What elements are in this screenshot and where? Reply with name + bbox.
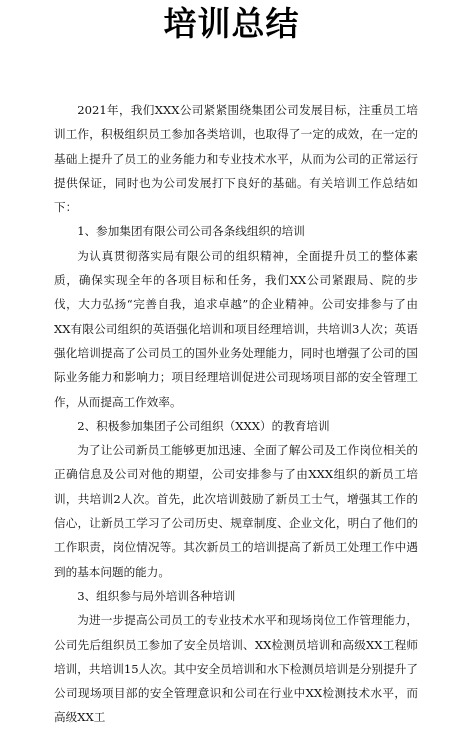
document-body — [54, 98, 418, 730]
document-title: 培训总结 — [163, 4, 300, 43]
section-heading-1: 1、参加集团有限公司公司各条线组织的培训 — [77, 224, 305, 239]
intro-paragraph: 2021年，我们XXX公司紧紧围绕集团公司发展目标，注重员工培训工作，积极组织员工参加各类培训，也取得了一定的成效，在一定的基础上提升了员工的业务能力和专业技术水平，从而为公司的正常运行提供保证，同时也为公司发展打下良好的基础。有关培训工作总结如下： — [54, 103, 418, 215]
section-2-paragraph: 为了让公司新员工能够更加迅速、全面了解公司及工作岗位相关的正确信息及公司对他的期望，公司安排参与了由XXX组织的新员工培训，共培训2人次。首先，此次培训鼓励了新员工士气，增强其工作的信心，让新员工学习了公司历史、规章制度、企业文化，明白了他们的工作职责，岗位情况等。其次新员工的培训提高了新员工处理工作中遇到的基本问题的能力。 — [54, 443, 418, 579]
section-1-paragraph: 为认真贯彻落实局有限公司的组织精神，全面提升员工的整体素质，确保实现全年的各项目标和任务，我们XX公司紧跟局、院的步伐，大力弘扬“完善自我，追求卓越”的企业精神。公司安排参与了由XX有限公司组织的英语强化培训和项目经理培训，共培训3人次；英语强化培训提高了公司员工的国外业务处理能力，同时也增强了公司的国际业务能力和影响力；项目经理培训促进公司现场项目部的安全管理工作，从而提高工作效率。 — [54, 248, 418, 409]
section-heading-3: 3、组织参与局外培训各种培训 — [77, 588, 236, 603]
section-3-paragraph: 为进一步提高公司员工的专业技术水平和现场岗位工作管理能力，公司先后组织员工参加了安全员培训、XX检测员培训和高级XX工程师培训，共培训15人次。其中安全员培训和水下检测员培训是分别提升了公司现场项目部的安全管理意识和公司在行业中XX检测技术水平，而高级XX工 — [54, 613, 418, 725]
section-heading-2: 2、积极参加集团子公司组织（XXX）的教育培训 — [77, 418, 330, 433]
